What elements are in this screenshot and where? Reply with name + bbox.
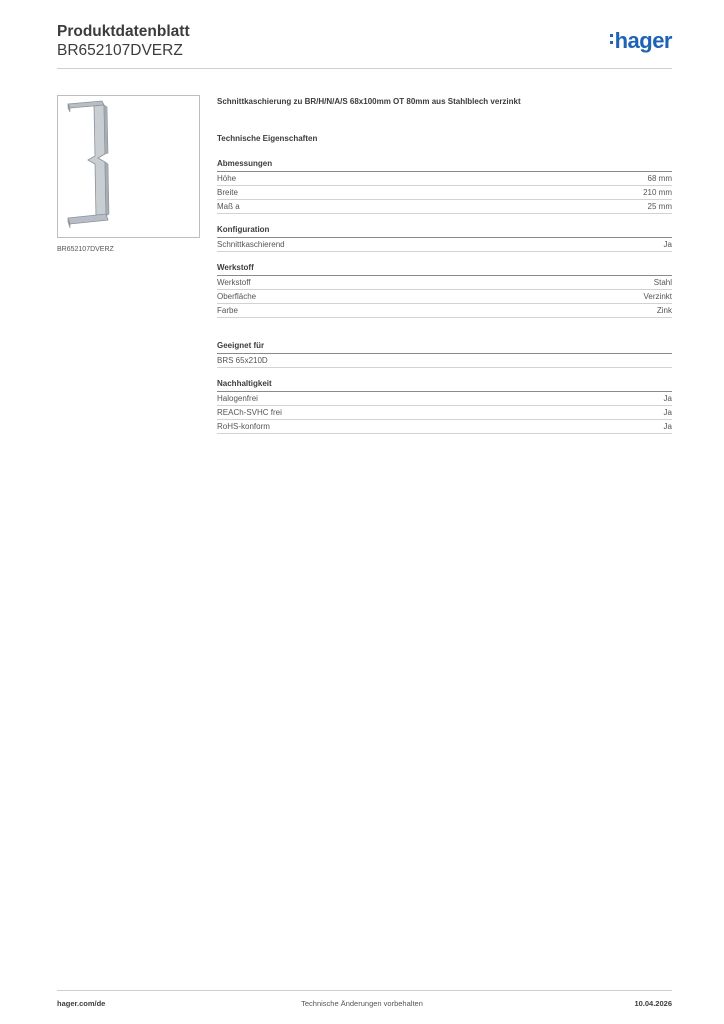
technical-properties-heading: Technische Eigenschaften: [217, 134, 318, 143]
document-title: Produktdatenblatt: [57, 23, 190, 40]
section-dimensions: [217, 158, 672, 214]
table-row: [217, 354, 672, 368]
row-label: BRS 65x210D: [217, 356, 268, 365]
row-value: Zink: [656, 306, 672, 315]
product-number: BR652107DVERZ: [57, 42, 183, 59]
header-divider: [57, 68, 672, 69]
section-title: Geeignet für: [217, 340, 672, 354]
table-row: [217, 186, 672, 200]
table-row: [217, 276, 672, 290]
section-title: Konfiguration: [217, 224, 672, 238]
row-label: Schnittkaschierend: [217, 240, 285, 249]
row-label: Maß a: [217, 202, 240, 211]
row-label: RoHS-konform: [217, 422, 270, 431]
document-header: [57, 22, 190, 60]
product-details: [217, 96, 672, 444]
section-title: Nachhaltigkeit: [217, 378, 672, 392]
logo-dots-icon: [610, 34, 613, 48]
row-value: Verzinkt: [643, 292, 672, 301]
row-label: Werkstoff: [217, 278, 251, 287]
row-label: Breite: [217, 188, 238, 197]
row-value: Ja: [663, 422, 672, 431]
table-row: [217, 304, 672, 318]
row-value: 68 mm: [647, 174, 672, 183]
section-title: Abmessungen: [217, 158, 672, 172]
hager-logo: [610, 28, 672, 54]
footer-website-link[interactable]: hager.com/de: [57, 999, 106, 1008]
row-value: Ja: [663, 240, 672, 249]
table-row: [217, 392, 672, 406]
table-row: [217, 406, 672, 420]
row-value: Ja: [663, 394, 672, 403]
row-label: Halogenfrei: [217, 394, 258, 403]
section-title: Werkstoff: [217, 262, 672, 276]
logo-text: hager: [614, 28, 672, 53]
table-row: [217, 238, 672, 252]
row-label: REACh-SVHC frei: [217, 408, 282, 417]
footer-divider: [57, 990, 672, 991]
table-row: [217, 172, 672, 186]
footer-notice: Technische Änderungen vorbehalten: [301, 999, 423, 1008]
row-label: Höhe: [217, 174, 237, 183]
row-label: Farbe: [217, 306, 238, 315]
footer-date: 10.04.2026: [634, 999, 672, 1008]
row-value: Stahl: [653, 278, 672, 287]
row-value: Ja: [663, 408, 672, 417]
image-caption: BR652107DVERZ: [57, 246, 114, 253]
table-row: [217, 200, 672, 214]
section-suitable-for: [217, 340, 672, 368]
table-row: [217, 290, 672, 304]
product-image: [57, 95, 200, 238]
row-value: 25 mm: [647, 202, 672, 211]
product-description: Schnittkaschierung zu BR/H/N/A/S 68x100mm OT 80mm aus Stahlblech verzinkt: [217, 97, 521, 106]
row-label: Oberfläche: [217, 292, 257, 301]
row-value: 210 mm: [643, 188, 672, 197]
product-illustration-icon: [58, 96, 199, 237]
section-configuration: [217, 224, 672, 252]
section-material: [217, 262, 672, 318]
table-row: [217, 420, 672, 434]
section-sustainability: [217, 378, 672, 434]
